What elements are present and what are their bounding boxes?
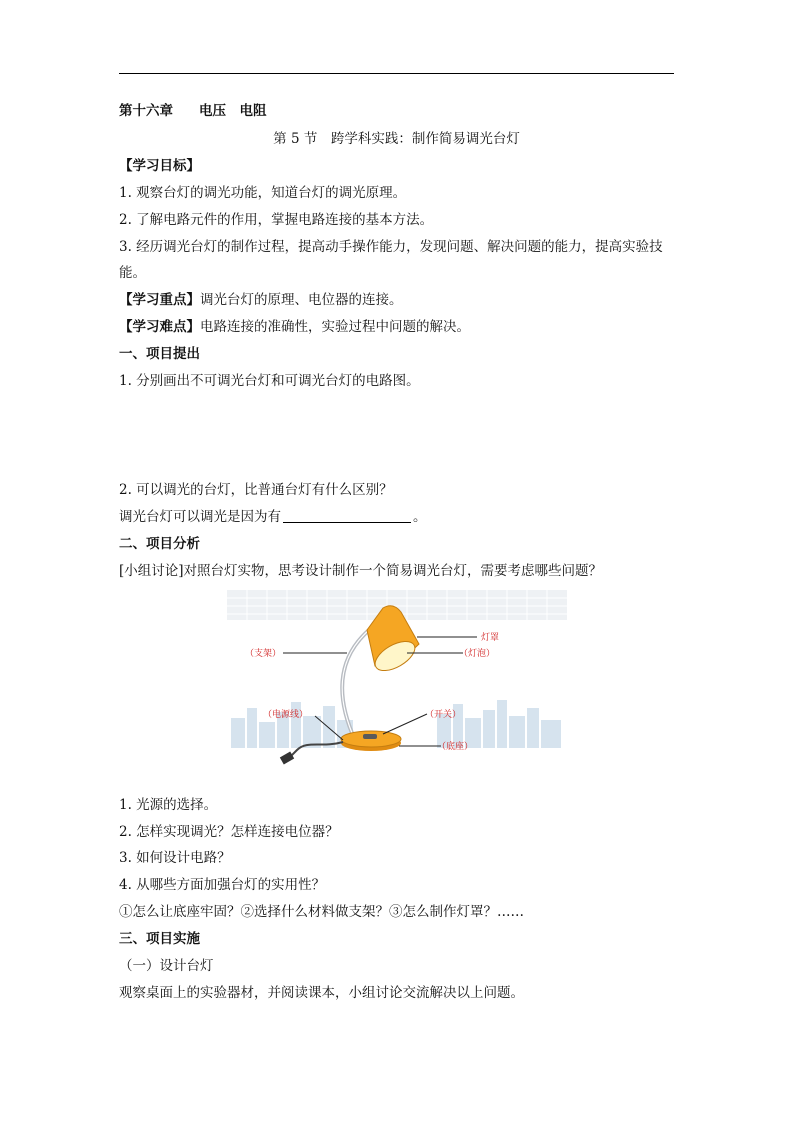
objective-item: 1. 观察台灯的调光功能，知道台灯的调光原理。 xyxy=(119,185,407,201)
key-point-label: 【学习重点】 xyxy=(119,292,200,308)
difficulty xyxy=(119,318,470,336)
label-bracket: （支架） xyxy=(245,649,282,659)
analysis-item: 2. 怎样实现调光？怎样连接电位器？ xyxy=(119,824,339,840)
question-1: 1. 分别画出不可调光台灯和可调光台灯的电路图。 xyxy=(119,373,420,389)
group-discussion: [小组讨论]对照台灯实物，思考设计制作一个简易调光台灯，需要考虑哪些问题？ xyxy=(119,563,603,579)
desk-lamp-figure xyxy=(227,590,567,772)
question-2: 2. 可以调光的台灯，比普通台灯有什么区别？ xyxy=(119,482,393,498)
label-lampshade: 灯罩 xyxy=(481,633,500,643)
chapter-number: 第十六章 xyxy=(119,103,173,119)
fill-prefix: 调光台灯可以调光是因为有 xyxy=(119,509,281,525)
objective-item: 3. 经历调光台灯的制作过程，提高动手操作能力，发现问题、解决问题的能力，提高实验技 xyxy=(119,239,663,255)
objectives-heading: 【学习目标】 xyxy=(119,158,200,174)
answer-blank[interactable] xyxy=(283,508,411,523)
label-base: （底座） xyxy=(437,742,474,752)
part1-heading: 一、项目提出 xyxy=(119,346,200,362)
analysis-item: 4. 从哪些方面加强台灯的实用性？ xyxy=(119,877,326,893)
header-rule xyxy=(119,73,674,74)
part3-heading: 三、项目实施 xyxy=(119,931,200,947)
label-switch: （开关） xyxy=(425,710,462,720)
objective-item: 能。 xyxy=(119,265,146,281)
objective-item: 2. 了解电路元件的作用，掌握电路连接的基本方法。 xyxy=(119,212,434,228)
analysis-item: 1. 光源的选择。 xyxy=(119,797,218,813)
analysis-item: 3. 如何设计电路？ xyxy=(119,850,231,866)
key-point-text: 调光台灯的原理、电位器的连接。 xyxy=(200,292,403,308)
difficulty-label: 【学习难点】 xyxy=(119,319,200,335)
label-power-cord: （电源线） xyxy=(263,710,309,720)
label-bulb: （灯泡） xyxy=(459,649,496,659)
part3-subheading: （一）设计台灯 xyxy=(119,958,214,974)
chapter-heading xyxy=(119,102,267,120)
key-point xyxy=(119,291,403,309)
fill-blank-sentence xyxy=(119,508,427,526)
difficulty-text: 电路连接的准确性，实验过程中问题的解决。 xyxy=(200,319,470,335)
part2-heading: 二、项目分析 xyxy=(119,536,200,552)
fill-suffix: 。 xyxy=(413,509,427,525)
analysis-item: ①怎么让底座牢固？②选择什么材料做支架？③怎么制作灯罩？…… xyxy=(119,904,524,920)
part3-text: 观察桌面上的实验器材，并阅读课本，小组讨论交流解决以上问题。 xyxy=(119,985,524,1001)
chapter-title: 电压 电阻 xyxy=(199,103,267,119)
section-title: 第 5 节 跨学科实践：制作简易调光台灯 xyxy=(273,131,520,147)
